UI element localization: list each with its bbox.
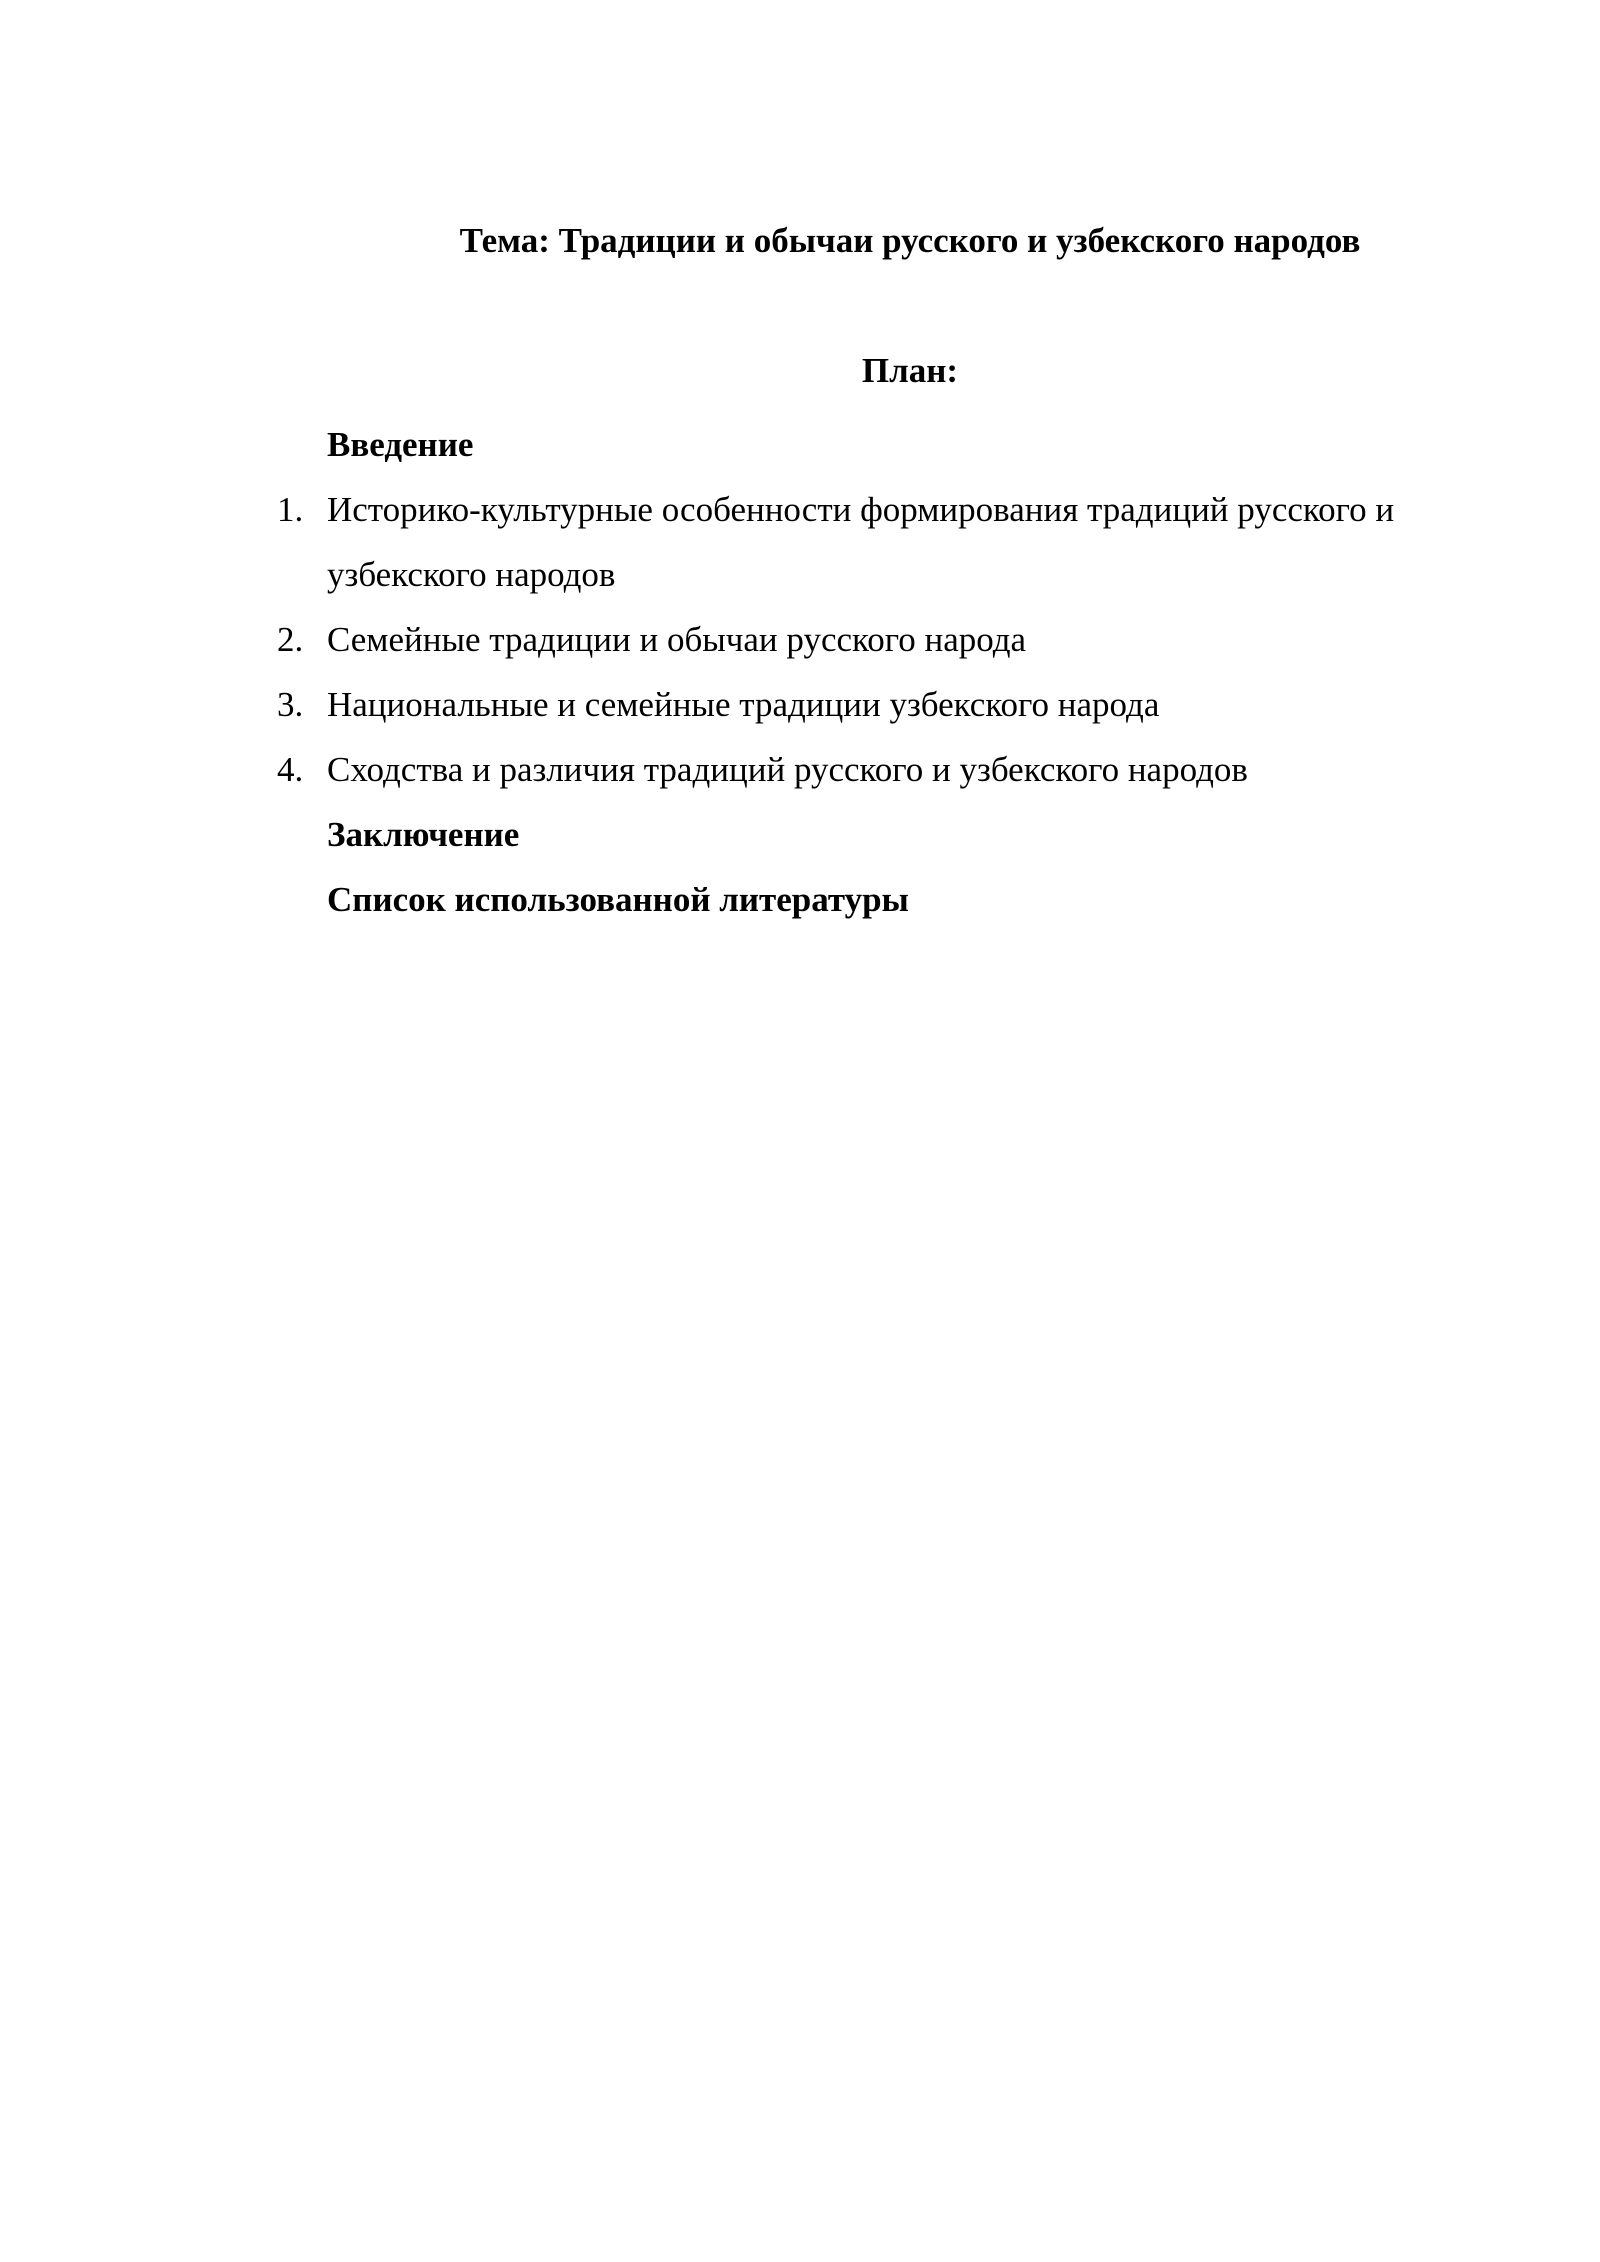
plan-entry-introduction: [277, 412, 1517, 477]
plan-item-1-continuation: [277, 542, 1517, 607]
bibliography-label: Список использованной литературы: [327, 880, 909, 919]
plan-list: [277, 412, 1517, 932]
item-text: Историко-культурные особенности формирования традиций русского и: [327, 490, 1395, 529]
item-number: 2.: [277, 620, 304, 659]
plan-entry-bibliography: [277, 867, 1517, 932]
plan-item-2: [277, 607, 1517, 672]
plan-item-1: [277, 477, 1517, 542]
document-title: Тема: Традиции и обычаи русского и узбекского народов: [459, 221, 1361, 260]
plan-item-3: [277, 672, 1517, 737]
item-number: 3.: [277, 685, 304, 724]
item-text: Семейные традиции и обычаи русского народа: [327, 620, 1027, 659]
plan-heading: План:: [861, 351, 959, 390]
item-text: Сходства и различия традиций русского и узбекского народов: [327, 750, 1248, 789]
item-number: 1.: [277, 490, 304, 529]
item-text-continuation: узбекского народов: [327, 555, 616, 594]
item-text: Национальные и семейные традиции узбекского народа: [327, 685, 1160, 724]
conclusion-label: Заключение: [327, 815, 520, 854]
plan-entry-conclusion: [277, 802, 1517, 867]
plan-item-4: [277, 737, 1517, 802]
introduction-label: Введение: [327, 425, 474, 464]
item-number: 4.: [277, 750, 304, 789]
